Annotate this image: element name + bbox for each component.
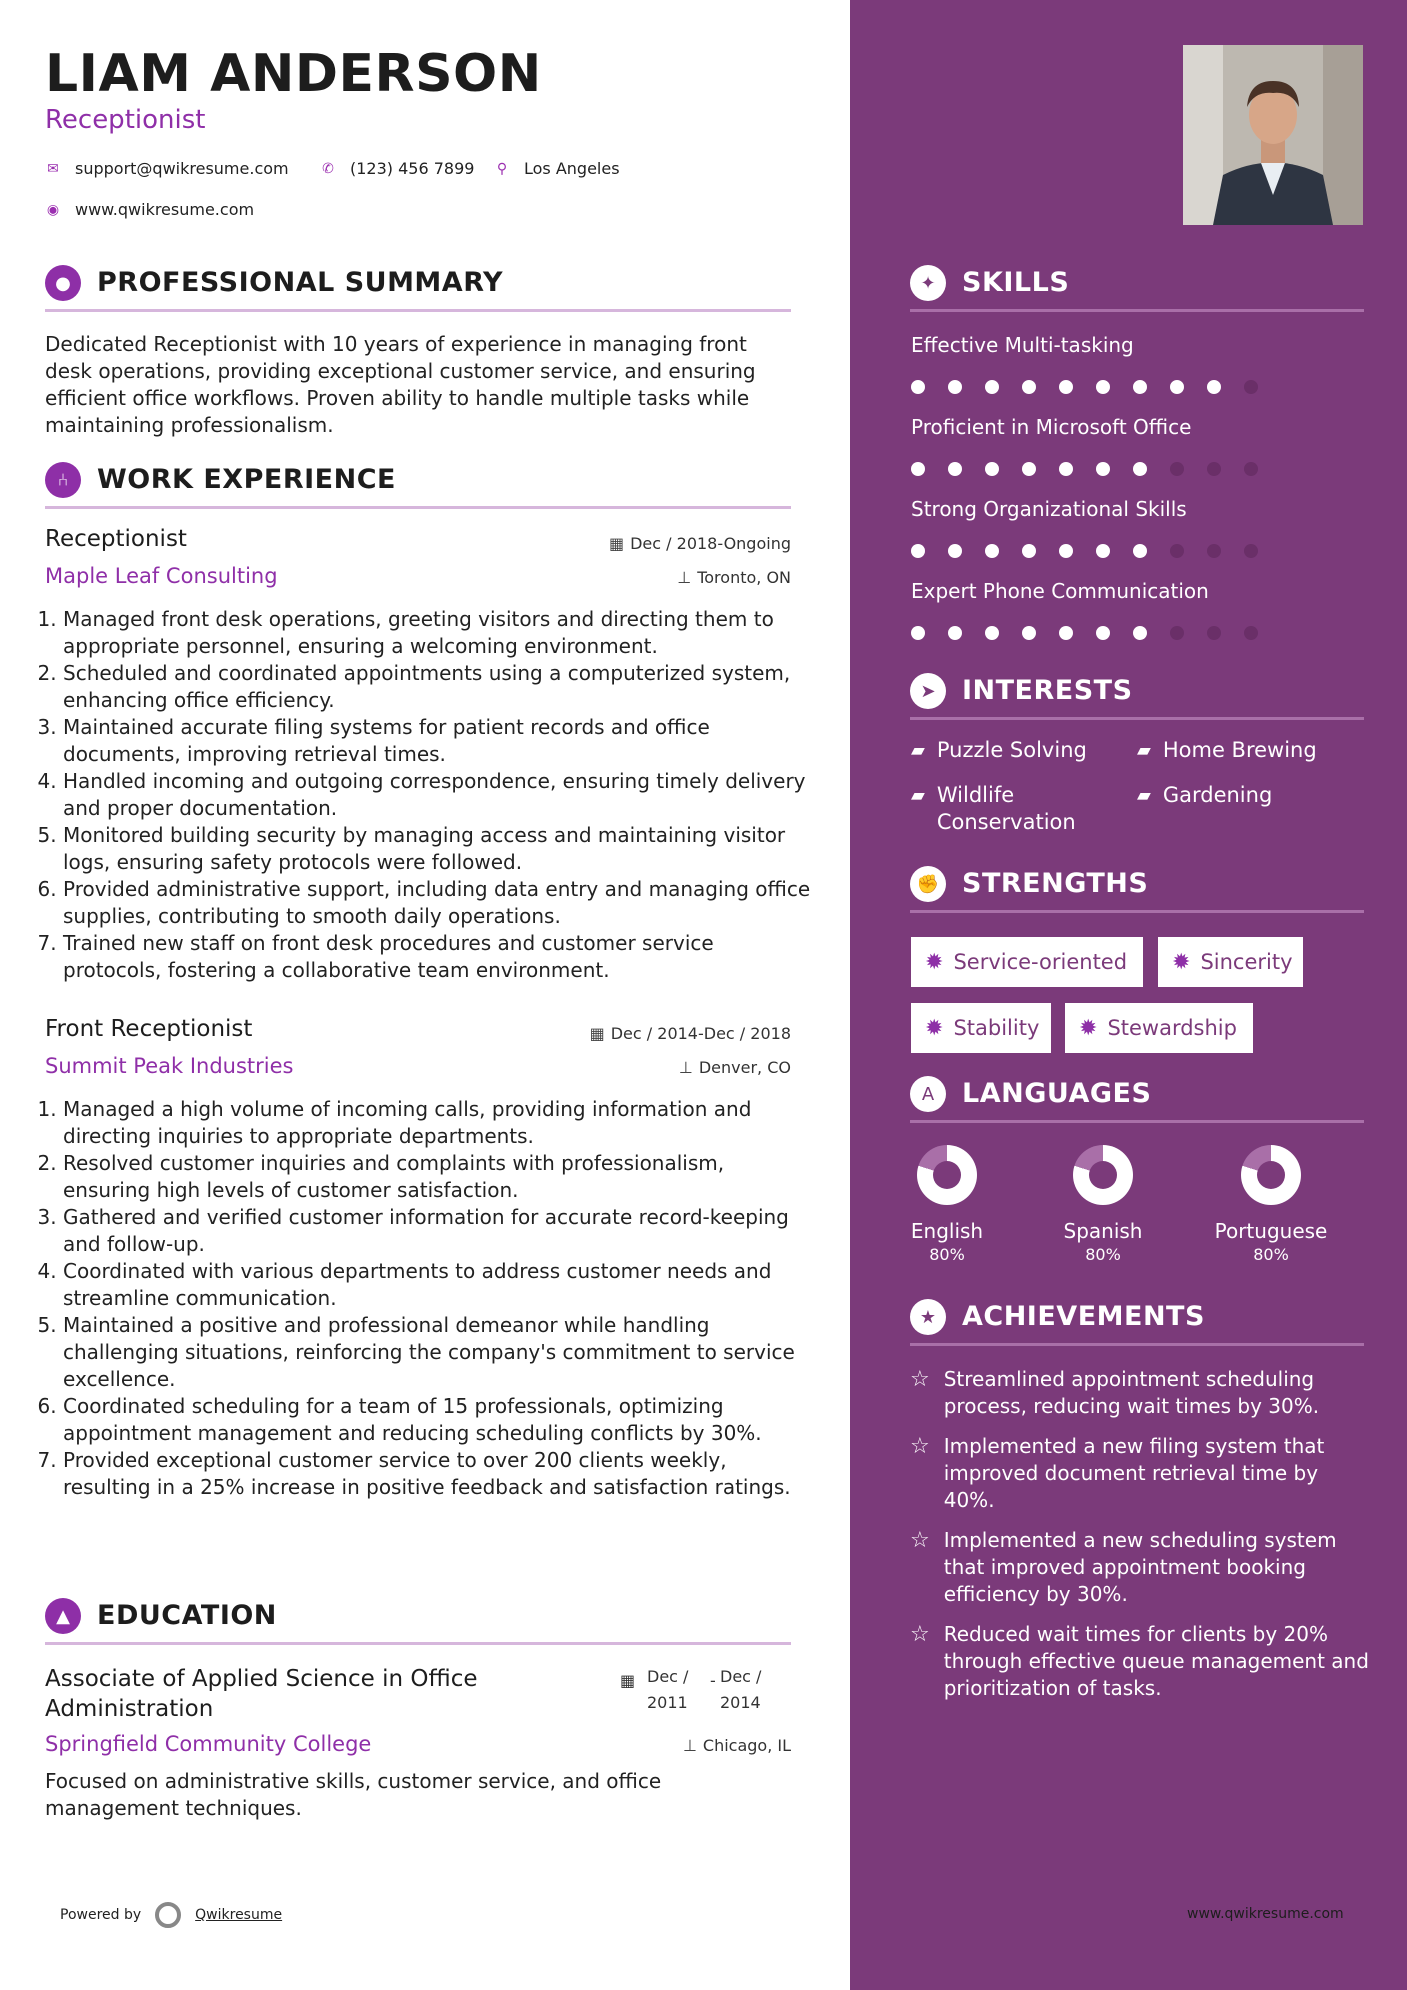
strength-label: Sincerity: [1200, 950, 1293, 974]
education-description: Focused on administrative skills, customer service, and office management techniques.: [45, 1769, 662, 1820]
education-dash: -: [710, 1671, 716, 1690]
calendar-icon: ▦: [620, 1671, 636, 1690]
skill-name: Effective Multi-tasking: [911, 333, 1134, 357]
summary-heading: [45, 265, 791, 325]
skill-name: Strong Organizational Skills: [911, 497, 1187, 521]
rating-dot: [1133, 380, 1147, 394]
job-2-dates-text: Dec / 2014-Dec / 2018: [610, 1024, 791, 1043]
contact-website[interactable]: [45, 200, 254, 219]
job-1-location-text: Toronto, ON: [697, 568, 791, 587]
interest-label: Wildlife Conservation: [936, 783, 1076, 834]
list-item: 1. Managed a high volume of incoming calls, providing information and directing inquiries to appropriate departments.: [63, 1096, 815, 1150]
rating-dot: [1096, 626, 1110, 640]
rating-dot: [1170, 626, 1184, 640]
list-item: 3. Maintained accurate filing systems for patient records and office documents, improving retrieval times.: [63, 714, 815, 768]
language-percent: 80%: [1085, 1245, 1121, 1264]
job-1-dates: [609, 534, 791, 553]
shooting-star-icon: ☆: [910, 1622, 930, 1647]
chair-icon: ⑃: [45, 462, 81, 498]
rating-dot: [1096, 462, 1110, 476]
job-1-bullets: [45, 606, 815, 984]
footer-site[interactable]: www.qwikresume.com: [1187, 1906, 1344, 1922]
rating-dot: [1022, 544, 1036, 558]
languages-heading: [910, 1076, 1364, 1136]
candidate-title: Receptionist: [45, 105, 206, 135]
list-item: 6. Provided administrative support, including data entry and managing office supplies, contributing to smooth daily operations.: [63, 876, 815, 930]
badge-icon: ✹: [1079, 1015, 1098, 1041]
list-item: 6. Coordinated scheduling for a team of 15 professionals, optimizing appointment management and reducing scheduling conflicts by 30%.: [63, 1393, 815, 1447]
paper-plane-icon: ➤: [910, 673, 946, 709]
rating-dot: [985, 544, 999, 558]
strength-badge: [911, 937, 1143, 987]
divider: [910, 717, 1364, 720]
translate-icon: A: [910, 1076, 946, 1112]
website-text: www.qwikresume.com: [75, 200, 255, 219]
experience-heading: [45, 462, 791, 522]
shooting-star-icon: ☆: [910, 1434, 930, 1459]
rating-dot: [948, 380, 962, 394]
list-item: 2. Resolved customer inquiries and complaints with professionalism, ensuring high levels of customer satisfaction.: [63, 1150, 815, 1204]
interest-label: Puzzle Solving: [936, 738, 1087, 762]
calendar-icon: ▦: [608, 534, 625, 553]
qwikresume-logo-icon: [155, 1902, 181, 1928]
list-item: 1. Managed front desk operations, greeting visitors and directing them to appropriate personnel, ensuring a welcoming environment.: [63, 606, 815, 660]
skills-title: SKILLS: [962, 267, 1070, 298]
rating-dot: [1096, 544, 1110, 558]
pin-icon: ⊥: [678, 1058, 693, 1077]
book-icon: ▰: [911, 785, 925, 806]
language-ring: [1241, 1145, 1301, 1205]
rating-dot: [1133, 626, 1147, 640]
star-badge-icon: ★: [910, 1299, 946, 1335]
strength-label: Stewardship: [1107, 1016, 1237, 1040]
education-heading: [45, 1598, 791, 1658]
list-item: 3. Gathered and verified customer information for accurate record-keeping and follow-up.: [63, 1204, 815, 1258]
rating-dot: [1133, 544, 1147, 558]
shooting-star-icon: ☆: [910, 1367, 930, 1392]
achievement-item: [910, 1433, 1370, 1514]
achievement-text: Implemented a new filing system that improved document retrieval time by 40%.: [943, 1434, 1325, 1512]
rating-dot: [1022, 626, 1036, 640]
strength-label: Service-oriented: [953, 950, 1128, 974]
education-degree: Associate of Applied Science in Office Administration: [45, 1666, 478, 1722]
map-pin-icon: ⚲: [496, 160, 508, 177]
contact-email[interactable]: [45, 159, 289, 178]
strength-label: Stability: [953, 1016, 1040, 1040]
rating-dot: [911, 544, 925, 558]
achievement-text: Streamlined appointment scheduling process, reducing wait times by 30%.: [943, 1367, 1320, 1418]
divider: [910, 1343, 1364, 1346]
interests-heading: [910, 673, 1364, 733]
job-1-title: Receptionist: [45, 526, 187, 552]
skill-rating: [911, 626, 1258, 640]
summary-title: PROFESSIONAL SUMMARY: [97, 267, 504, 298]
education-start: [647, 1664, 707, 1716]
interest-label: Gardening: [1162, 783, 1273, 807]
graduation-cap-icon: ▲: [45, 1598, 81, 1634]
brand-link[interactable]: Qwikresume: [195, 1907, 283, 1923]
list-item: 4. Handled incoming and outgoing correspondence, ensuring timely delivery and proper documentation.: [63, 768, 815, 822]
rating-dot: [985, 462, 999, 476]
job-2-title: Front Receptionist: [45, 1016, 253, 1042]
pin-icon: ⊥: [677, 568, 692, 587]
book-icon: ▰: [1137, 785, 1151, 806]
achievement-text: Implemented a new scheduling system that improved appointment booking efficiency by 30%.: [943, 1528, 1337, 1606]
job-1-location: [677, 568, 791, 587]
language-item: [872, 1145, 1022, 1264]
interests-title: INTERESTS: [962, 675, 1133, 706]
achievement-item: [910, 1366, 1370, 1420]
rating-dot: [1244, 380, 1258, 394]
summary-text: Dedicated Receptionist with 10 years of experience in managing front desk operations, providing exceptional customer service, and ensuring efficient office workflows. Proven ability to handle multiple tasks while maintaining professionalism.: [45, 332, 756, 437]
list-item: 7. Trained new staff on front desk procedures and customer service protocols, fostering a collaborative team environment.: [63, 930, 815, 984]
achievements-title: ACHIEVEMENTS: [962, 1301, 1205, 1332]
pin-icon: ⊥: [682, 1736, 697, 1755]
profile-photo: [1183, 45, 1363, 225]
strength-badge: [1065, 1003, 1253, 1053]
phone-text: (123) 456 7899: [350, 159, 475, 178]
interest-item: [1137, 782, 1337, 809]
education-location: [683, 1736, 791, 1755]
rating-dot: [1022, 462, 1036, 476]
list-item: 5. Monitored building security by managing access and maintaining visitor logs, ensuring safety protocols were followed.: [63, 822, 815, 876]
job-2-location: [679, 1058, 791, 1077]
rating-dot: [1244, 544, 1258, 558]
experience-title: WORK EXPERIENCE: [97, 464, 396, 495]
language-ring: [1073, 1145, 1133, 1205]
education-end: [720, 1664, 780, 1716]
divider: [45, 309, 791, 312]
skill-name: Proficient in Microsoft Office: [911, 415, 1192, 439]
education-start-month: Dec /: [647, 1667, 689, 1686]
shooting-star-icon: ☆: [910, 1528, 930, 1553]
profile-photo-figure: [1183, 45, 1363, 225]
rating-dot: [911, 462, 925, 476]
divider: [910, 910, 1364, 913]
rating-dot: [1244, 462, 1258, 476]
rating-dot: [985, 626, 999, 640]
list-item: 4. Coordinated with various departments to address customer needs and streamline communication.: [63, 1258, 815, 1312]
rating-dot: [1059, 626, 1073, 640]
education-location-text: Chicago, IL: [702, 1736, 791, 1755]
education-start-year: 2011: [647, 1693, 688, 1712]
phone-icon: ✆: [322, 160, 334, 177]
contact-location: [494, 159, 620, 178]
badge-icon: ✹: [925, 949, 944, 975]
rating-dot: [1244, 626, 1258, 640]
rating-dot: [1207, 626, 1221, 640]
strength-badge: [1158, 937, 1303, 987]
language-name: Spanish: [1063, 1219, 1143, 1243]
rating-dot: [911, 626, 925, 640]
envelope-icon: ✉: [47, 160, 59, 177]
language-name: English: [910, 1219, 984, 1243]
education-school: Springfield Community College: [45, 1732, 372, 1756]
language-item: [1028, 1145, 1178, 1264]
fist-icon: ✊: [910, 866, 946, 902]
skill-rating: [911, 462, 1258, 476]
divider: [910, 309, 1364, 312]
job-2-dates: [590, 1024, 791, 1043]
footer-powered: [60, 1902, 282, 1928]
badge-icon: ✹: [925, 1015, 944, 1041]
globe-icon: ◉: [46, 201, 60, 218]
job-1-company: Maple Leaf Consulting: [45, 564, 278, 588]
language-item: [1196, 1145, 1346, 1264]
education-end-month: Dec /: [720, 1667, 762, 1686]
rating-dot: [1059, 462, 1073, 476]
divider: [45, 1642, 791, 1645]
strengths-heading: [910, 866, 1364, 926]
email-text: support@qwikresume.com: [75, 159, 289, 178]
powered-by-text: Powered by: [60, 1907, 142, 1923]
achievement-text: Reduced wait times for clients by 20% through effective queue management and prioritization of tasks.: [943, 1622, 1369, 1700]
rating-dot: [1207, 380, 1221, 394]
rating-dot: [1170, 380, 1184, 394]
rating-dot: [1059, 544, 1073, 558]
job-2-company: Summit Peak Industries: [45, 1054, 294, 1078]
contact-phone[interactable]: [320, 159, 474, 178]
book-icon: ▰: [1137, 740, 1151, 761]
rating-dot: [1133, 462, 1147, 476]
job-2-location-text: Denver, CO: [698, 1058, 791, 1077]
rating-dot: [1207, 544, 1221, 558]
rating-dot: [1170, 544, 1184, 558]
job-2-bullets: [45, 1096, 815, 1501]
rating-dot: [1207, 462, 1221, 476]
list-item: 5. Maintained a positive and professional demeanor while handling challenging situations, reinforcing the company's commitment to service excellence.: [63, 1312, 815, 1393]
lightbulb-icon: ✦: [910, 265, 946, 301]
rating-dot: [948, 462, 962, 476]
rating-dot: [1059, 380, 1073, 394]
language-percent: 80%: [929, 1245, 965, 1264]
rating-dot: [948, 626, 962, 640]
skill-rating: [911, 380, 1258, 394]
language-percent: 80%: [1253, 1245, 1289, 1264]
skill-name: Expert Phone Communication: [911, 579, 1209, 603]
achievements-heading: [910, 1299, 1364, 1359]
education-title: EDUCATION: [97, 1600, 277, 1631]
language-ring: [917, 1145, 977, 1205]
job-1-dates-text: Dec / 2018-Ongoing: [630, 534, 791, 553]
skills-heading: [910, 265, 1364, 325]
education-end-year: 2014: [720, 1693, 761, 1712]
interest-item: [911, 737, 1111, 764]
languages-title: LANGUAGES: [962, 1078, 1152, 1109]
user-icon: ●: [45, 265, 81, 301]
rating-dot: [1022, 380, 1036, 394]
list-item: 7. Provided exceptional customer service to over 200 clients weekly, resulting in a 25% increase in positive feedback and satisfaction ratings.: [63, 1447, 815, 1501]
divider: [910, 1120, 1364, 1123]
skill-rating: [911, 544, 1258, 558]
divider: [45, 506, 791, 509]
candidate-name: LIAM ANDERSON: [45, 44, 542, 104]
achievement-item: [910, 1621, 1370, 1702]
language-name: Portuguese: [1214, 1219, 1328, 1243]
strengths-title: STRENGTHS: [962, 868, 1149, 899]
badge-icon: ✹: [1172, 949, 1191, 975]
location-text: Los Angeles: [524, 159, 620, 178]
rating-dot: [948, 544, 962, 558]
strength-badge: [911, 1003, 1051, 1053]
calendar-icon: ▦: [589, 1024, 605, 1043]
rating-dot: [1170, 462, 1184, 476]
rating-dot: [985, 380, 999, 394]
achievement-item: [910, 1527, 1370, 1608]
interest-item: [1137, 737, 1337, 764]
list-item: 2. Scheduled and coordinated appointments using a computerized system, enhancing office efficiency.: [63, 660, 815, 714]
interest-item: [911, 782, 1101, 836]
rating-dot: [911, 380, 925, 394]
rating-dot: [1096, 380, 1110, 394]
book-icon: ▰: [911, 740, 925, 761]
interest-label: Home Brewing: [1162, 738, 1317, 762]
